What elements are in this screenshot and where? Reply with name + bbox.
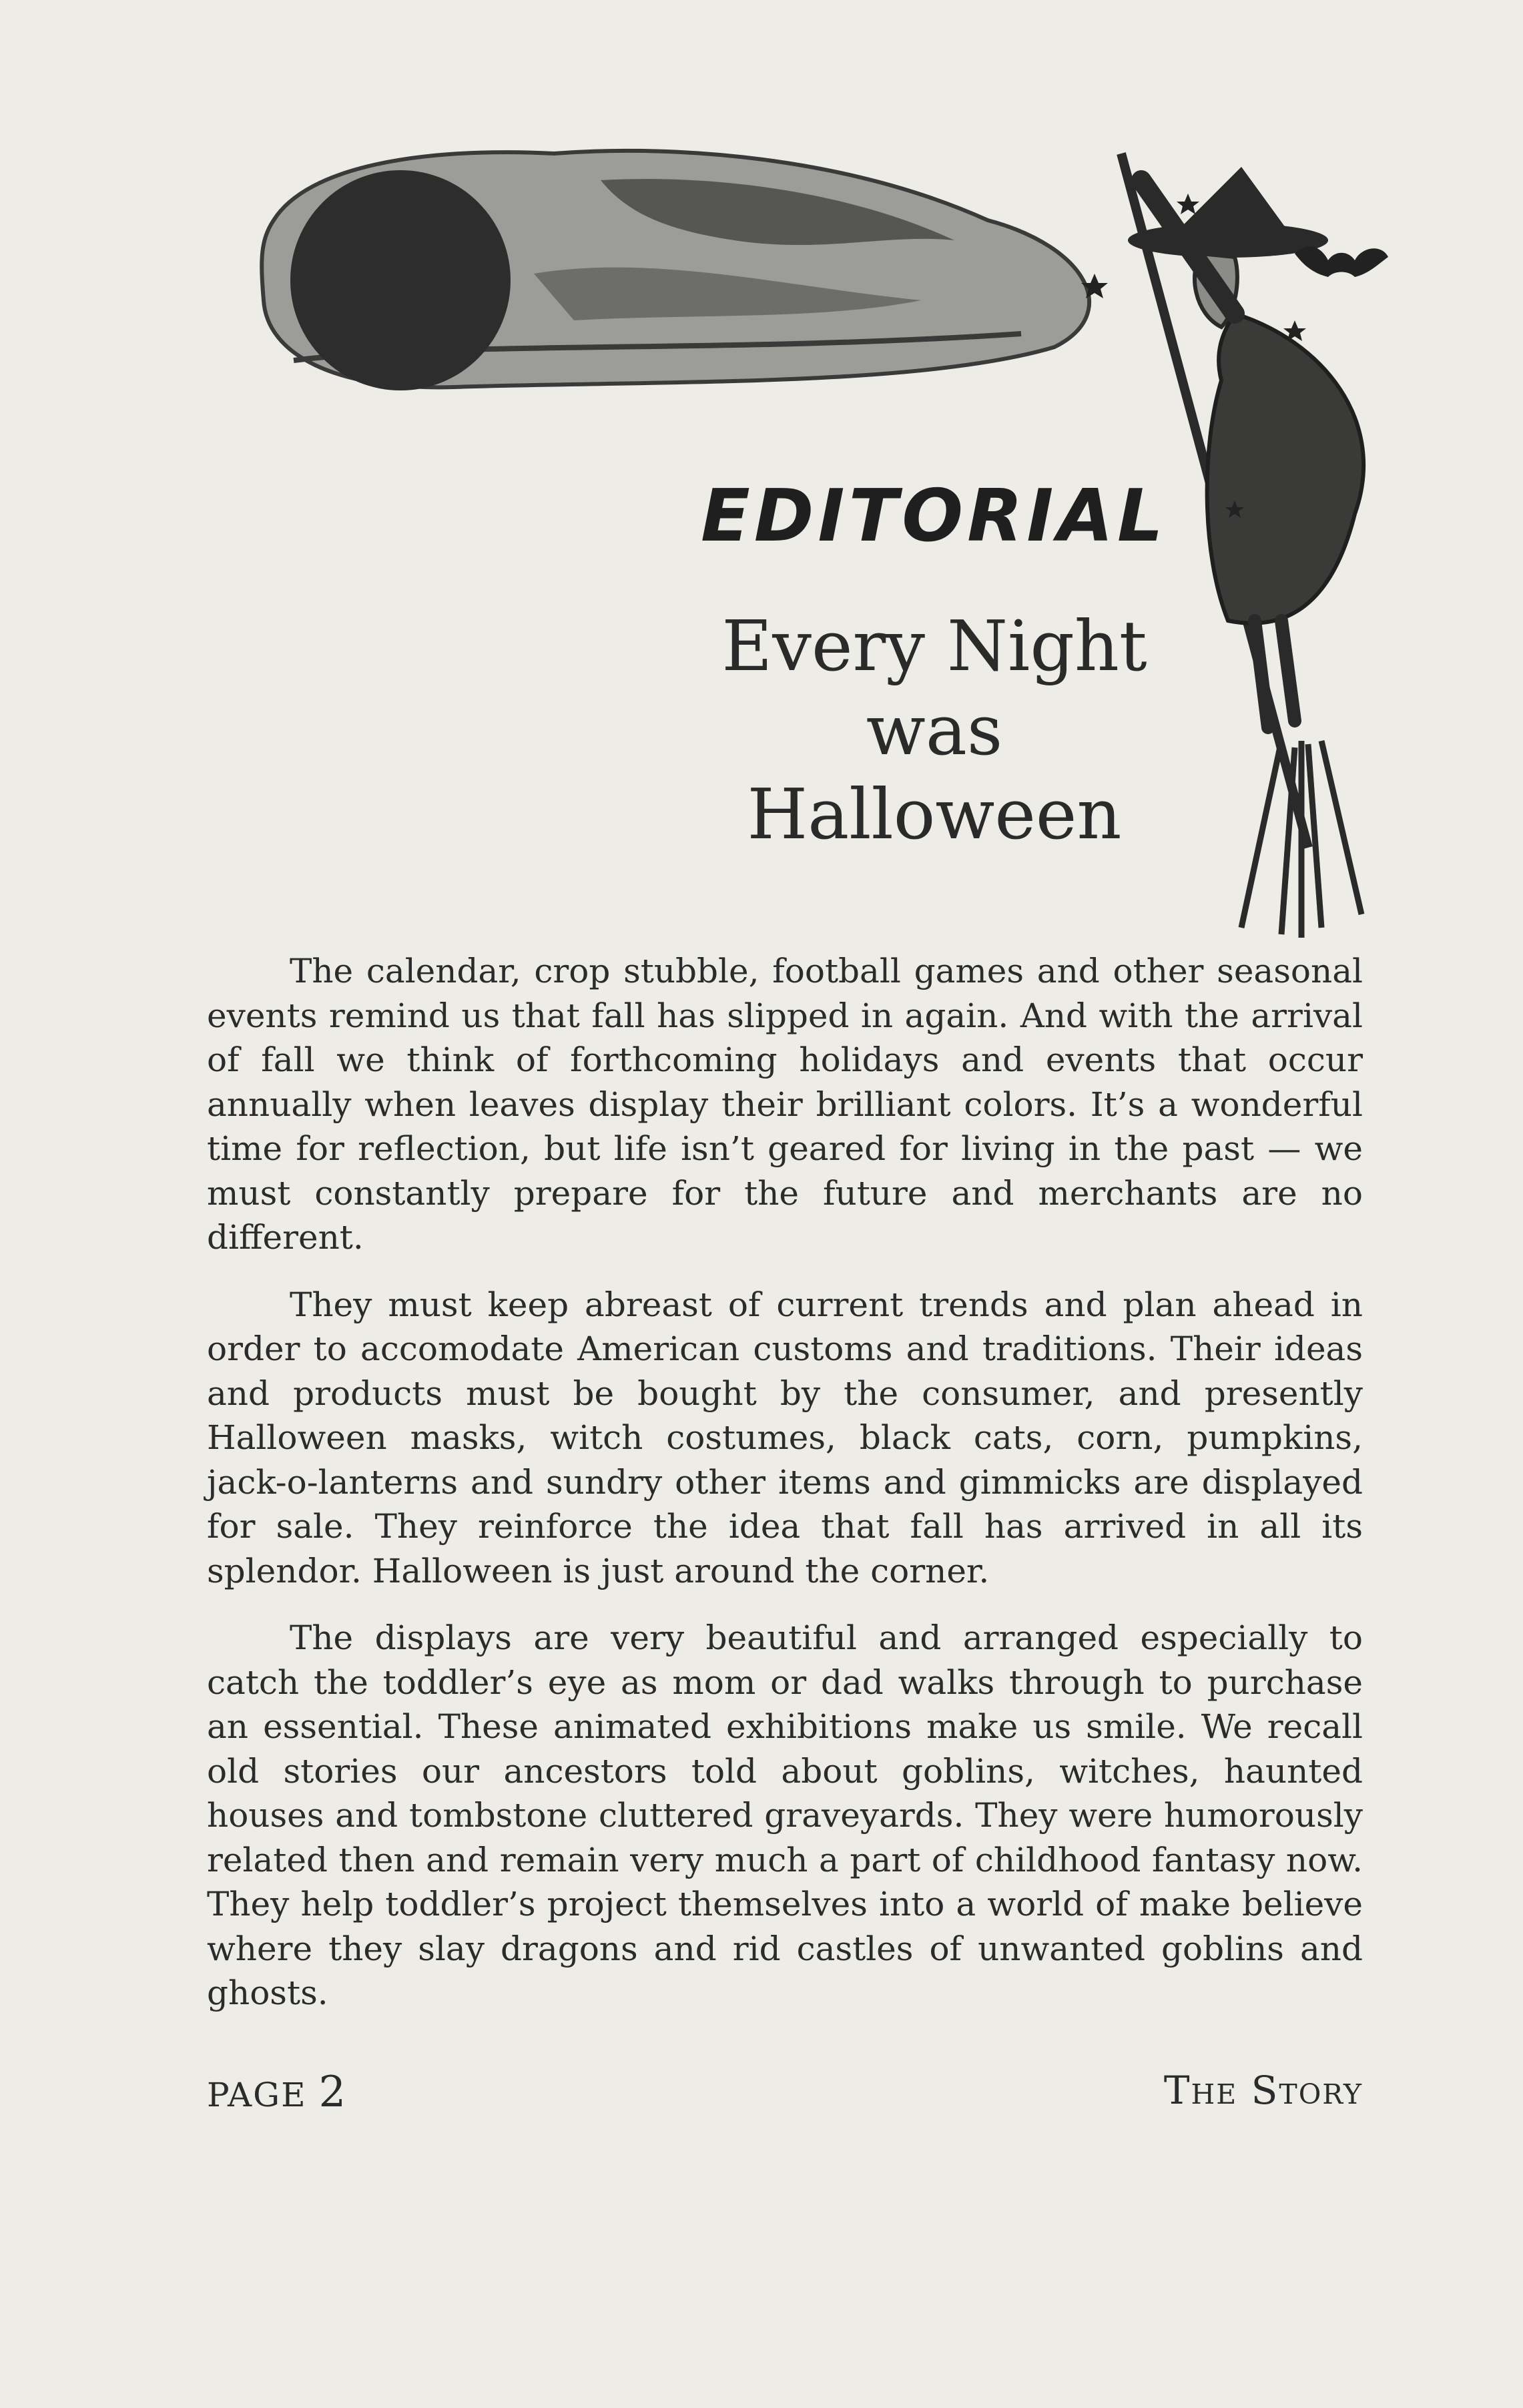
section-label: EDITORIAL [701,475,1167,558]
bat-icon [1295,246,1388,277]
publication-title: The Story [1163,2068,1363,2113]
paragraph-1: The calendar, crop stubble, football games and other seasonal events remind us that fall has slipped in again. And with the arrival of fall we think of forthcoming holidays and events that occur annually when leaves display their brilliant colors. It’s a wonderful time for reflection, but life isn’t geared for living in the past — we must constantly prepare for the future and merchants are no different. [207,952,1363,1257]
headline-line-3: Halloween [747,774,1122,855]
page-label: PAGE [207,2076,307,2114]
paragraph-3: The displays are very beautiful and arranged especially to catch the toddler’s eye as mom or dad walks through to purchase an essential. These animated exhibitions make us smile. We recall old stories our ancestors told about goblins, witches, haunted houses and tombstone cluttered graveyards. They were humorously related then and remain very much a part of childhood fantasy now. They help toddler’s project themselves into a world of make believe where they slay dragons and rid castles of unwanted goblins and ghosts. [207,1618,1363,2012]
page-number: 2 [318,2068,346,2117]
moon-cloud-icon [262,151,1089,390]
article-body [207,949,1363,2038]
paragraph-2: They must keep abreast of current trends and plan ahead in order to accomodate American customs and traditions. Their ideas and products must be bought by the consumer, and presently Halloween masks, witch costumes, black cats, corn, pumpkins, jack-o-lanterns and sundry other items and gimmicks are displayed for sale. They reinforce the idea that fall has arrived in all its splendor. Halloween is just around the corner. [207,1285,1363,1590]
headline-line-2: was [866,689,1003,771]
headline [667,604,1201,856]
page-footer-number [207,2068,346,2117]
headline-line-1: Every Night [721,605,1147,687]
